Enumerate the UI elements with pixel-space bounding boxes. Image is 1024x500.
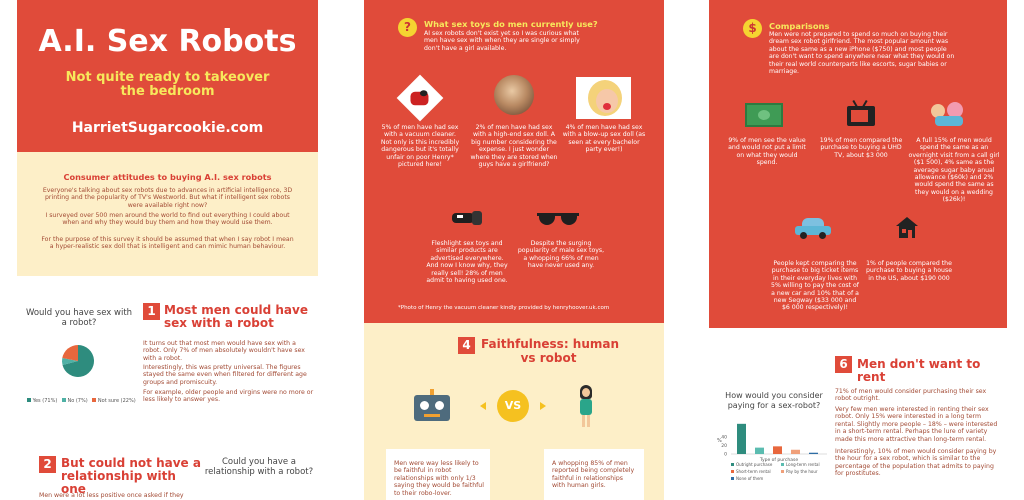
y-tick-label: 0 xyxy=(724,452,727,458)
toy-3-text: 4% of men have had sex with a blow-up sex doll (as seen at every bachelor party ever!) xyxy=(562,124,646,154)
s1-title: Most men could have sex with a robot xyxy=(164,303,308,330)
tv-icon xyxy=(847,100,875,128)
legend-item-not-sure: Not sure (22%) xyxy=(92,398,135,404)
s4-right-card xyxy=(544,449,644,500)
y-tick-label: 40 xyxy=(721,435,727,441)
bar-2 xyxy=(773,446,782,454)
intro-panel xyxy=(17,152,318,276)
dollar-icon: $ xyxy=(743,19,762,38)
sex-toys-panel xyxy=(364,0,664,323)
s2-title: But could not have a relationship with one xyxy=(61,456,201,496)
page-title: A.I. Sex Robots xyxy=(38,24,297,59)
sunglasses-icon xyxy=(537,211,579,227)
blow-up-doll-icon xyxy=(576,77,631,119)
comparison-3-text: A full 15% of men would spend the same as an overnight visit from a call girl ($1 500), 4% same as the average sugar baby anual allowance ($60k) and 2% would spend the same as they would on a wedding ($26k)! xyxy=(908,137,1000,204)
s4-title-line-2: vs robot xyxy=(520,351,577,365)
question-icon: ? xyxy=(398,18,417,37)
subtitle-line-1: Not quite ready to takeover xyxy=(65,70,270,85)
legend-swatch-2 xyxy=(731,470,734,473)
bar-1 xyxy=(755,448,764,454)
toy-5-text: Despite the surging popularity of male sex toys, a whopping 66% of men have never used any. xyxy=(517,240,605,270)
legend-swatch-0 xyxy=(731,463,734,466)
legend-swatch-4 xyxy=(731,477,734,480)
s6-title: Men don't want to rent xyxy=(857,357,981,384)
s4-right-text: A whopping 85% of men reported being completely faithful in relationships with human girls. xyxy=(552,460,635,490)
vs-circle xyxy=(480,390,546,422)
fleshlight-icon xyxy=(452,211,482,225)
s4-left-card xyxy=(386,449,490,500)
column-1 xyxy=(17,0,318,500)
y-tick-label: 20 xyxy=(721,444,727,449)
s4-number-badge: 4 xyxy=(458,337,475,354)
s6-paragraph-3: Interestingly, 10% of men would consider paying by the hour for a sex robot, which is similar to the percentage of the population that admits to paying for prostitutes. xyxy=(835,448,997,478)
intro-heading: Consumer attitudes to buying A.I. sex robots xyxy=(63,172,272,182)
bar-4 xyxy=(809,453,818,454)
woman-icon xyxy=(577,385,595,427)
comparisons-panel xyxy=(709,0,1007,328)
s5-title: Comparisons xyxy=(769,21,830,31)
bar-0 xyxy=(737,424,746,454)
footnote: *Photo of Henry the vacuum cleaner kindly provided by henryhoover.uk.com xyxy=(398,305,610,311)
s5-intro: Men were not prepared to spend so much on buying their dream sex robot girlfriend. The most popular amount was about the same as a new iPhone ($750) and most people are don't want to spend anywhere near what they would on their real world counterparts like escorts, sugar babies or marriage. xyxy=(769,31,955,76)
x-axis-label: Type of purchase xyxy=(759,458,799,463)
hero-banner xyxy=(17,0,318,152)
s6-paragraph-1: 71% of men would consider purchasing their sex robot outright. xyxy=(835,388,987,403)
legend-item-yes: Yes (71%) xyxy=(27,398,57,404)
money-icon xyxy=(745,103,783,127)
y-axis-label: % xyxy=(717,438,722,444)
legend-label-1: Long-term rental xyxy=(786,462,820,467)
column-3 xyxy=(709,0,1007,500)
vacuum-cleaner-icon xyxy=(397,75,444,122)
s4-title-line-1: Faithfulness: human xyxy=(481,337,620,351)
legend-label-0: Outright purchase xyxy=(736,462,773,467)
faithfulness-panel xyxy=(364,323,664,500)
house-icon xyxy=(896,217,918,239)
legend-label-3: Pay by the hour xyxy=(786,469,818,474)
sex-doll-photo-icon xyxy=(494,75,534,115)
comparison-4-text: People kept comparing the purchase to big ticket items in their everyday lives with 5% willing to pay the cost of a new car and 10% that of a new Segway ($33 000 and $6 000 respectively)! xyxy=(771,260,859,312)
legend-swatch-1 xyxy=(781,463,784,466)
column-2 xyxy=(364,0,664,500)
s6-bar-chart xyxy=(709,414,831,500)
comparison-2-text: 19% of men compared the purchase to buying a UHD TV, about $3 000 xyxy=(819,137,903,159)
legend-item-no: No (7%) xyxy=(62,398,88,404)
s1-pie-chart xyxy=(61,344,95,378)
comparison-1-text: 9% of men see the value and would not put a limit on what they would spend. xyxy=(728,137,806,167)
call-girl-icon xyxy=(931,98,967,128)
subtitle-line-2: the bedroom xyxy=(120,84,215,99)
s6-chart-question: How would you consider paying for a sex-robot? xyxy=(725,391,823,410)
toy-4-text: Fleshlight sex toys and similar products are advertised everywhere. And now I know why, they really sell! 28% of men admit to having used one. xyxy=(426,240,508,285)
s6-number-badge: 6 xyxy=(835,356,852,373)
toy-1-text: 5% of men have had sex with a vacuum cleaner. Not only is this incredibly dangerous but it's totally unfair on poor Henry* pictured here! xyxy=(380,124,460,169)
s4-left-text: Men were way less likely to be faithful in robot relationships with only 1/3 saying they would be faithful to their robo-lover. xyxy=(394,460,484,497)
legend-label-2: Short-term rental xyxy=(736,469,771,474)
s1-pie-legend xyxy=(27,398,147,404)
s3-intro: AI sex robots don't exist yet so I was curious what men have sex with when they are single or simply don't have a girl available. xyxy=(424,30,580,52)
comparison-5-text: 1% of people compared the purchase to buying a house in the US, about $190 000 xyxy=(865,260,952,282)
legend-label-4: None of them xyxy=(736,476,764,481)
intro-paragraph-2: I surveyed over 500 men around the world to find out everything I could about when and why they would buy them and how they would use them. xyxy=(45,212,290,227)
s3-title: What sex toys do men currently use? xyxy=(424,19,598,29)
s1-chart-question: Would you have sex with a robot? xyxy=(25,308,133,328)
intro-paragraph-1: Everyone's talking about sex robots due to advances in artificial intelligence, 3D printing and the popularity of TV's Westworld. But what if intelligent sex robots were available right now? xyxy=(42,187,293,209)
toy-2-text: 2% of men have had sex with a high-end sex doll. A big number considering the expense. I just wonder where they are stored when guys have a girlfriend? xyxy=(470,124,558,169)
bar-3 xyxy=(791,450,800,454)
s1-paragraph-3: For example, older people and virgins were no more or less likely to answer yes. xyxy=(143,389,314,404)
vs-label: VS xyxy=(497,390,529,422)
car-icon xyxy=(795,216,831,240)
site-link[interactable]: HarrietSugarcookie.com xyxy=(71,120,264,136)
robot-icon xyxy=(412,389,452,425)
s2-number-badge: 2 xyxy=(39,456,56,473)
s1-number-badge: 1 xyxy=(143,303,160,320)
s6-paragraph-2: Very few men were interested in renting their sex robot. Only 15% were interested in a long term rental. Slightly more people – 18% – were interested in a short-term rental. Perhaps the lure of variety made this more attractive than long-term rental. xyxy=(835,406,998,443)
s2-chart-question: Could you have a relationship with a robot? xyxy=(204,457,314,477)
s1-paragraph-1: It turns out that most men would have sex with a robot. Only 7% of men absolutely wouldn't have sex with a robot. xyxy=(143,340,305,362)
legend-swatch-3 xyxy=(781,470,784,473)
s2-paragraph-1: Men were a lot less positive once asked if they xyxy=(39,492,184,499)
s1-paragraph-2: Interestingly, this was pretty universal. The figures stayed the same even when filtered for different age groups and promiscuity. xyxy=(143,364,307,386)
intro-paragraph-3: For the purpose of this survey it should be assumed that when I say robot I mean a hyper-realistic sex doll that is intelligent and can mimic human behaviour. xyxy=(41,236,294,251)
